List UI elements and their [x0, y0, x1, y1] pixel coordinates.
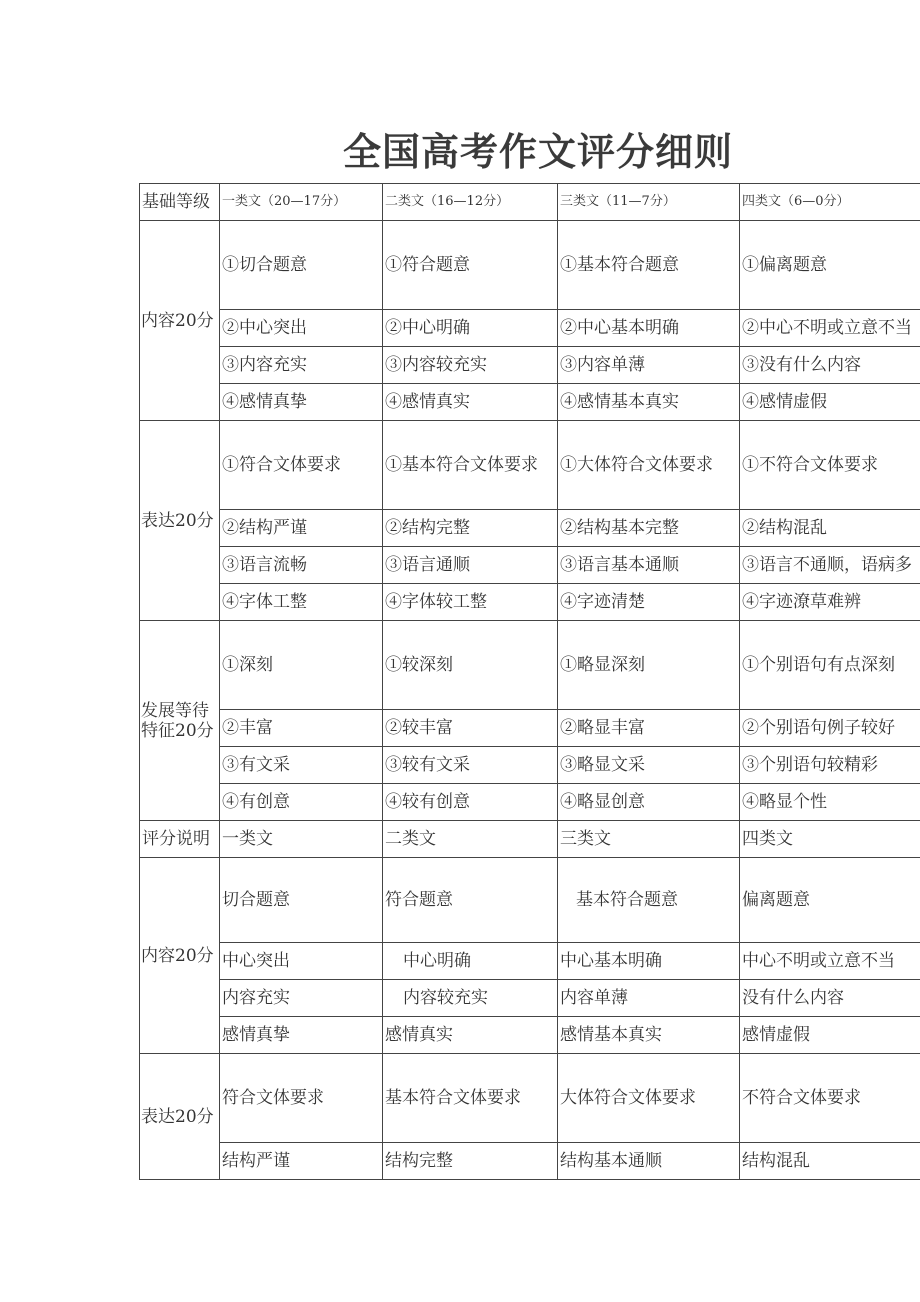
table-cell: 没有什么内容 [740, 980, 920, 1017]
table-cell: 中心突出 [220, 943, 383, 980]
table-row [140, 710, 920, 747]
table-cell: ①较深刻 [383, 621, 558, 710]
category-development: 发展等待特征20分 [140, 621, 220, 821]
table-cell: ①符合题意 [383, 221, 558, 310]
table-cell: ①略显深刻 [558, 621, 740, 710]
header-label: 基础等级 [140, 184, 220, 221]
table-cell: 内容较充实 [383, 980, 558, 1017]
table-cell: ④感情真挚 [220, 384, 383, 421]
table-cell: ②略显丰富 [558, 710, 740, 747]
table-cell: ④感情真实 [383, 384, 558, 421]
table-cell: ③较有文采 [383, 747, 558, 784]
table-cell: ④字体工整 [220, 584, 383, 621]
table-cell: ③语言通顺 [383, 547, 558, 584]
table-cell: ①基本符合题意 [558, 221, 740, 310]
explain-header-label: 评分说明 [140, 821, 220, 858]
table-cell: ②中心不明或立意不当 [740, 310, 920, 347]
table-row [140, 547, 920, 584]
table-row [140, 943, 920, 980]
table-cell: ③个别语句较精彩 [740, 747, 920, 784]
table-row [140, 621, 920, 710]
grade-4-header: 四类文（6—0分） [740, 184, 920, 221]
table-cell: 结构完整 [383, 1143, 558, 1180]
explain-header-row [140, 821, 920, 858]
table-cell: 中心明确 [383, 943, 558, 980]
table-cell: ②中心突出 [220, 310, 383, 347]
table-cell: ④字体较工整 [383, 584, 558, 621]
table-row [140, 510, 920, 547]
table-cell: 内容单薄 [558, 980, 740, 1017]
table-cell: ④感情基本真实 [558, 384, 740, 421]
table-row [140, 221, 920, 310]
table-row [140, 347, 920, 384]
explain-grade-4: 四类文 [740, 821, 920, 858]
table-cell: 感情基本真实 [558, 1017, 740, 1054]
explain-grade-1: 一类文 [220, 821, 383, 858]
table-cell: 中心基本明确 [558, 943, 740, 980]
table-cell: 结构混乱 [740, 1143, 920, 1180]
table-cell: ①深刻 [220, 621, 383, 710]
table-row [140, 384, 920, 421]
table-cell: ③语言流畅 [220, 547, 383, 584]
table-cell: ②结构混乱 [740, 510, 920, 547]
table-cell: ①不符合文体要求 [740, 421, 920, 510]
table-cell: ④较有创意 [383, 784, 558, 821]
table-row [140, 784, 920, 821]
table-cell: ①个别语句有点深刻 [740, 621, 920, 710]
category-content: 内容20分 [140, 221, 220, 421]
header-row [140, 184, 920, 221]
table-cell: ②中心基本明确 [558, 310, 740, 347]
table-cell: ③语言不通顺，语病多 [740, 547, 920, 584]
table-cell: 结构基本通顺 [558, 1143, 740, 1180]
table-cell: ②较丰富 [383, 710, 558, 747]
table-cell: 符合题意 [383, 858, 558, 943]
table-cell: 偏离题意 [740, 858, 920, 943]
table-cell: ④略显个性 [740, 784, 920, 821]
table-cell: ③内容充实 [220, 347, 383, 384]
table-cell: 感情虚假 [740, 1017, 920, 1054]
table-cell: ④字迹潦草难辨 [740, 584, 920, 621]
table-cell: 基本符合文体要求 [383, 1054, 558, 1143]
table-cell: ②结构严谨 [220, 510, 383, 547]
table-cell: ②中心明确 [383, 310, 558, 347]
table-cell: 符合文体要求 [220, 1054, 383, 1143]
table-row [140, 584, 920, 621]
table-row [140, 747, 920, 784]
table-row [140, 310, 920, 347]
table-cell: ④有创意 [220, 784, 383, 821]
grade-1-header: 一类文（20—17分） [220, 184, 383, 221]
explain-category-content: 内容20分 [140, 858, 220, 1054]
table-cell: ②个别语句例子较好 [740, 710, 920, 747]
table-cell: 中心不明或立意不当 [740, 943, 920, 980]
table-cell: ①大体符合文体要求 [558, 421, 740, 510]
table-row [140, 1054, 920, 1143]
table-cell: ④字迹清楚 [558, 584, 740, 621]
table-cell: ②丰富 [220, 710, 383, 747]
table-cell: ①符合文体要求 [220, 421, 383, 510]
table-cell: ④感情虚假 [740, 384, 920, 421]
explain-grade-2: 二类文 [383, 821, 558, 858]
explain-category-expression: 表达20分 [140, 1054, 220, 1180]
table-cell: 感情真实 [383, 1017, 558, 1054]
table-row [140, 980, 920, 1017]
table-cell: 内容充实 [220, 980, 383, 1017]
grade-2-header: 二类文（16—12分） [383, 184, 558, 221]
table-cell: 切合题意 [220, 858, 383, 943]
table-cell: 基本符合题意 [558, 858, 740, 943]
table-row [140, 1143, 920, 1180]
table-cell: 大体符合文体要求 [558, 1054, 740, 1143]
table-row [140, 1017, 920, 1054]
table-cell: ③有文采 [220, 747, 383, 784]
scoring-table [139, 183, 920, 1180]
table-cell: ①切合题意 [220, 221, 383, 310]
grade-3-header: 三类文（11—7分） [558, 184, 740, 221]
page-title: 全国高考作文评分细则 [342, 130, 733, 174]
table-cell: ②结构基本完整 [558, 510, 740, 547]
table-cell: ①基本符合文体要求 [383, 421, 558, 510]
table-cell: ③内容较充实 [383, 347, 558, 384]
table-cell: ③略显文采 [558, 747, 740, 784]
table-row [140, 421, 920, 510]
table-cell: ③没有什么内容 [740, 347, 920, 384]
table-cell: 不符合文体要求 [740, 1054, 920, 1143]
table-row [140, 858, 920, 943]
category-expression: 表达20分 [140, 421, 220, 621]
table-cell: ①偏离题意 [740, 221, 920, 310]
table-cell: ④略显创意 [558, 784, 740, 821]
table-cell: 结构严谨 [220, 1143, 383, 1180]
table-cell: 感情真挚 [220, 1017, 383, 1054]
table-cell: ③语言基本通顺 [558, 547, 740, 584]
explain-grade-3: 三类文 [558, 821, 740, 858]
table-cell: ③内容单薄 [558, 347, 740, 384]
table-cell: ②结构完整 [383, 510, 558, 547]
